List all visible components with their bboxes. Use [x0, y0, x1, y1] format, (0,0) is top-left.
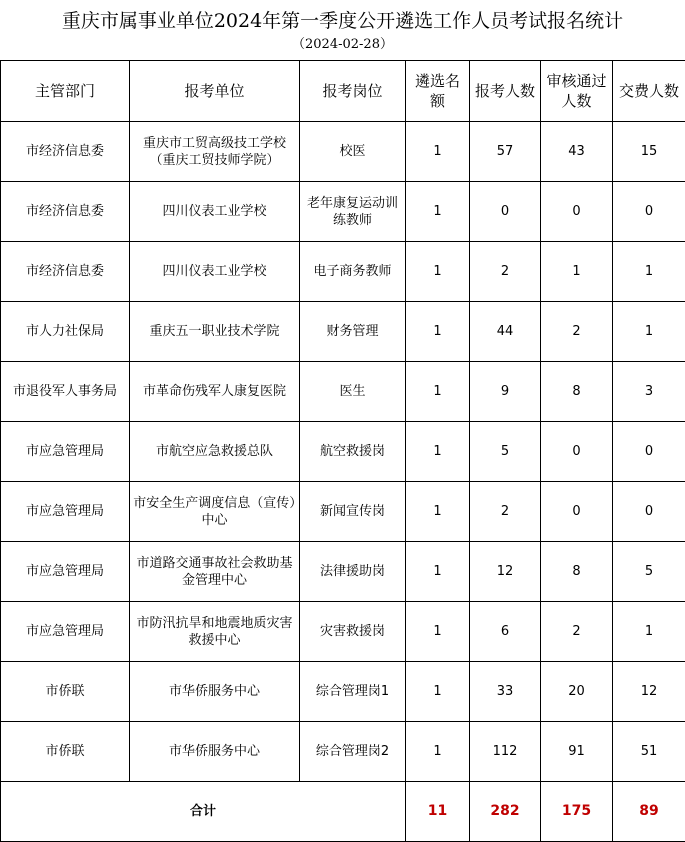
- cell-applicants: 57: [470, 122, 541, 182]
- cell-post: 法律援助岗: [300, 542, 406, 602]
- cell-approved: 20: [541, 662, 613, 722]
- cell-unit: 市安全生产调度信息（宣传）中心: [130, 482, 300, 542]
- cell-post: 电子商务教师: [300, 242, 406, 302]
- table-row: [1, 122, 685, 182]
- cell-post: 新闻宣传岗: [300, 482, 406, 542]
- total-applicants: 282: [470, 782, 541, 842]
- cell-post: 财务管理: [300, 302, 406, 362]
- total-paid: 89: [613, 782, 685, 842]
- cell-quota: 1: [406, 302, 470, 362]
- header-paid: 交费人数: [613, 61, 685, 122]
- cell-approved: 2: [541, 302, 613, 362]
- table-row: [1, 722, 685, 782]
- cell-dept: 市退役军人事务局: [1, 362, 130, 422]
- cell-post: 综合管理岗2: [300, 722, 406, 782]
- cell-approved: 0: [541, 422, 613, 482]
- cell-approved: 1: [541, 242, 613, 302]
- cell-approved: 8: [541, 542, 613, 602]
- total-quota: 11: [406, 782, 470, 842]
- cell-approved: 91: [541, 722, 613, 782]
- cell-approved: 8: [541, 362, 613, 422]
- header-unit: 报考单位: [130, 61, 300, 122]
- cell-dept: 市经济信息委: [1, 242, 130, 302]
- cell-unit: 市航空应急救援总队: [130, 422, 300, 482]
- cell-dept: 市应急管理局: [1, 542, 130, 602]
- table-header-row: [1, 61, 685, 122]
- cell-applicants: 12: [470, 542, 541, 602]
- cell-post: 老年康复运动训练教师: [300, 182, 406, 242]
- cell-dept: 市应急管理局: [1, 422, 130, 482]
- header-applicants: 报考人数: [470, 61, 541, 122]
- cell-applicants: 5: [470, 422, 541, 482]
- table-row: [1, 302, 685, 362]
- cell-quota: 1: [406, 602, 470, 662]
- header-approved: 审核通过人数: [541, 61, 613, 122]
- cell-quota: 1: [406, 722, 470, 782]
- cell-approved: 0: [541, 182, 613, 242]
- cell-paid: 3: [613, 362, 685, 422]
- table-row: [1, 182, 685, 242]
- cell-post: 航空救援岗: [300, 422, 406, 482]
- header-dept: 主管部门: [1, 61, 130, 122]
- cell-paid: 15: [613, 122, 685, 182]
- cell-dept: 市侨联: [1, 662, 130, 722]
- cell-applicants: 44: [470, 302, 541, 362]
- table-row: [1, 482, 685, 542]
- cell-post: 医生: [300, 362, 406, 422]
- total-approved: 175: [541, 782, 613, 842]
- cell-dept: 市侨联: [1, 722, 130, 782]
- cell-applicants: 6: [470, 602, 541, 662]
- cell-approved: 2: [541, 602, 613, 662]
- table-row: [1, 422, 685, 482]
- table-row: [1, 242, 685, 302]
- cell-unit: 四川仪表工业学校: [130, 242, 300, 302]
- cell-approved: 0: [541, 482, 613, 542]
- cell-quota: 1: [406, 242, 470, 302]
- header-post: 报考岗位: [300, 61, 406, 122]
- cell-unit: 市道路交通事故社会救助基金管理中心: [130, 542, 300, 602]
- cell-unit: 市华侨服务中心: [130, 662, 300, 722]
- cell-quota: 1: [406, 182, 470, 242]
- cell-paid: 1: [613, 602, 685, 662]
- cell-paid: 0: [613, 182, 685, 242]
- cell-applicants: 9: [470, 362, 541, 422]
- table-row: [1, 362, 685, 422]
- cell-quota: 1: [406, 482, 470, 542]
- cell-post: 综合管理岗1: [300, 662, 406, 722]
- total-label: 合计: [1, 782, 406, 842]
- cell-unit: 市革命伤残军人康复医院: [130, 362, 300, 422]
- cell-post: 灾害救援岗: [300, 602, 406, 662]
- cell-applicants: 33: [470, 662, 541, 722]
- cell-paid: 0: [613, 482, 685, 542]
- cell-unit: 市华侨服务中心: [130, 722, 300, 782]
- cell-dept: 市经济信息委: [1, 122, 130, 182]
- cell-applicants: 2: [470, 242, 541, 302]
- header-quota: 遴选名额: [406, 61, 470, 122]
- cell-unit: 市防汛抗旱和地震地质灾害救援中心: [130, 602, 300, 662]
- table-total-row: [1, 782, 685, 842]
- cell-applicants: 0: [470, 182, 541, 242]
- cell-paid: 51: [613, 722, 685, 782]
- cell-approved: 43: [541, 122, 613, 182]
- cell-dept: 市经济信息委: [1, 182, 130, 242]
- cell-dept: 市人力社保局: [1, 302, 130, 362]
- cell-quota: 1: [406, 122, 470, 182]
- registration-table: [0, 60, 685, 842]
- cell-quota: 1: [406, 422, 470, 482]
- table-row: [1, 542, 685, 602]
- cell-quota: 1: [406, 662, 470, 722]
- cell-paid: 5: [613, 542, 685, 602]
- cell-paid: 12: [613, 662, 685, 722]
- cell-dept: 市应急管理局: [1, 482, 130, 542]
- cell-unit: 重庆五一职业技术学院: [130, 302, 300, 362]
- cell-quota: 1: [406, 362, 470, 422]
- cell-dept: 市应急管理局: [1, 602, 130, 662]
- cell-applicants: 2: [470, 482, 541, 542]
- cell-paid: 1: [613, 242, 685, 302]
- table-row: [1, 662, 685, 722]
- cell-paid: 0: [613, 422, 685, 482]
- cell-unit: 四川仪表工业学校: [130, 182, 300, 242]
- cell-paid: 1: [613, 302, 685, 362]
- document-title: 重庆市属事业单位2024年第一季度公开遴选工作人员考试报名统计: [0, 8, 685, 34]
- cell-post: 校医: [300, 122, 406, 182]
- table-row: [1, 602, 685, 662]
- cell-applicants: 112: [470, 722, 541, 782]
- cell-unit: 重庆市工贸高级技工学校（重庆工贸技师学院）: [130, 122, 300, 182]
- cell-quota: 1: [406, 542, 470, 602]
- document-date: （2024-02-28）: [0, 37, 685, 53]
